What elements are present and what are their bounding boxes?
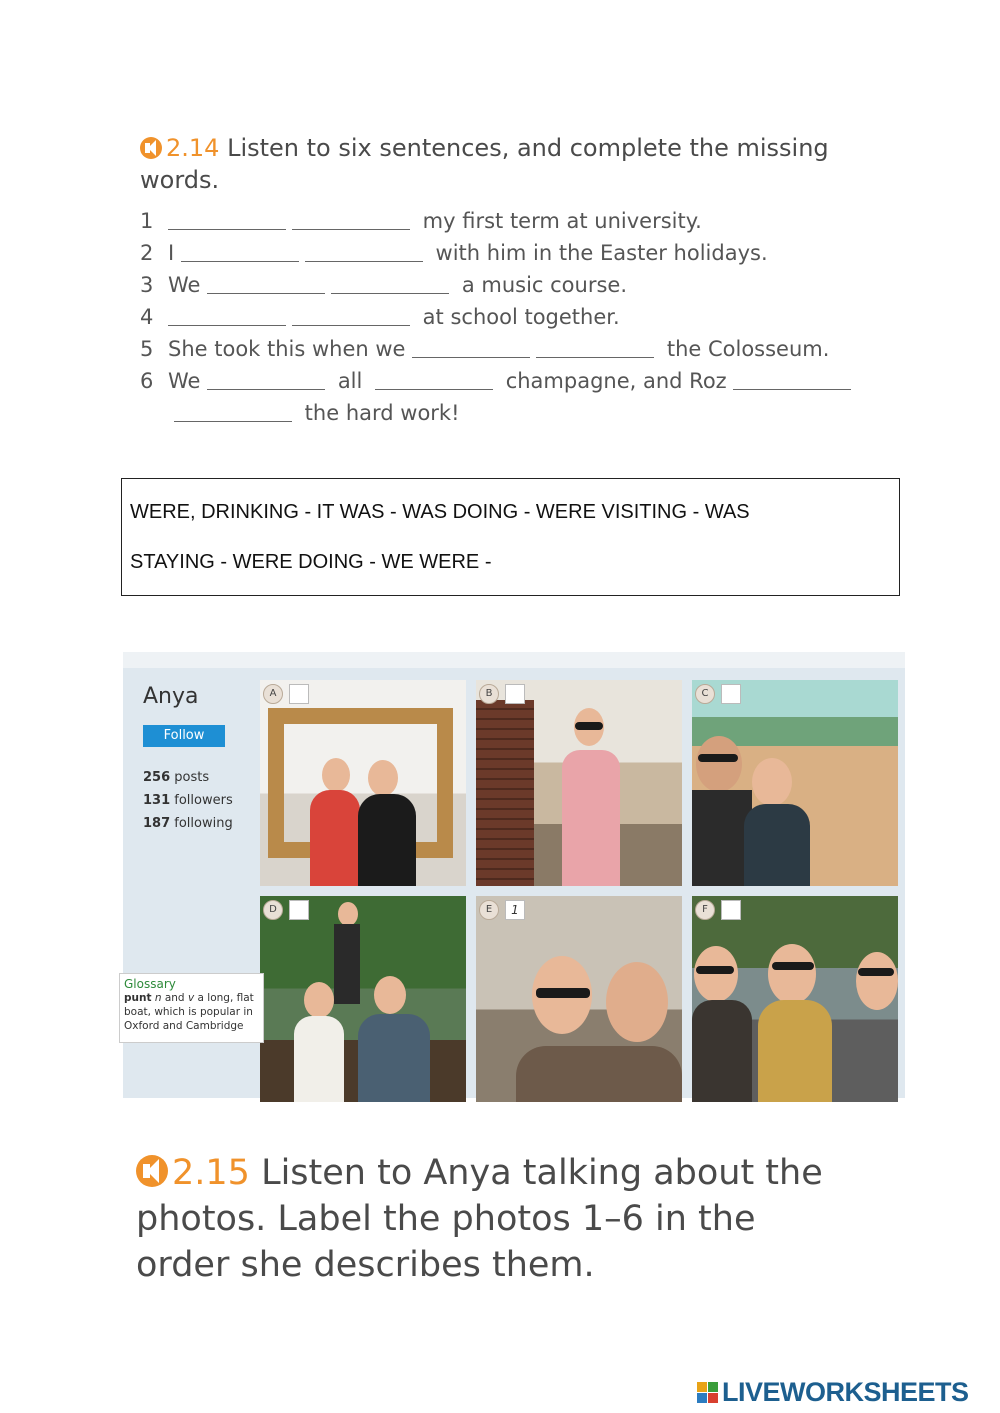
sentence-3	[140, 269, 880, 301]
photo-answer-box[interactable]	[289, 684, 309, 704]
posts-count: 256	[143, 770, 171, 785]
black-top	[358, 794, 416, 886]
answer-blank[interactable]	[331, 271, 449, 294]
sentence-text: all	[331, 369, 370, 393]
glossary-term: punt	[124, 992, 152, 1004]
word-bank-line-1: WERE, DRINKING - IT WAS - WAS DOING - WERE VISITING - WAS	[130, 501, 750, 523]
person-face	[322, 758, 350, 792]
photo-label: C	[695, 684, 715, 704]
profile-name: Anya	[143, 684, 199, 709]
logo-grid-icon	[697, 1382, 719, 1404]
sentence-text: champagne, and Roz	[499, 369, 734, 393]
photo-answer-box[interactable]: 1	[505, 900, 525, 920]
sentence-text: my first term at university.	[416, 209, 702, 233]
glossary-title: Glossary	[124, 977, 176, 991]
sentence-text: at school together.	[416, 305, 620, 329]
sentence-6-continued	[140, 397, 880, 429]
sentence-6	[140, 365, 880, 397]
photo-f	[692, 896, 898, 1102]
audio-speaker-icon[interactable]	[136, 1155, 168, 1187]
profile-stats	[143, 766, 233, 835]
followers-stat	[143, 789, 233, 812]
dark-coat	[692, 1000, 752, 1102]
sentence-text: We	[168, 273, 208, 297]
sentence-text: a music course.	[455, 273, 627, 297]
answer-blank[interactable]	[207, 367, 325, 390]
exercise-heading	[140, 132, 860, 196]
person-face	[338, 902, 358, 926]
answer-blank[interactable]	[168, 303, 286, 326]
photo-answer-box[interactable]	[721, 684, 741, 704]
answer-blank[interactable]	[292, 207, 410, 230]
photo-a	[260, 680, 466, 886]
followers-count: 131	[143, 793, 171, 808]
answer-blank[interactable]	[412, 335, 530, 358]
answer-blank[interactable]	[305, 239, 423, 262]
sunglasses	[575, 722, 603, 730]
glossary-pos2: v	[187, 992, 195, 1004]
teal-jacket	[744, 804, 810, 886]
word-bank-line-2: STAYING - WERE DOING - WE WERE -	[130, 551, 492, 573]
sentence-1	[140, 205, 880, 237]
person-face	[694, 946, 738, 1002]
word-bank	[121, 478, 900, 596]
sunglasses	[698, 754, 738, 762]
photo-label: F	[695, 900, 715, 920]
posts-stat	[143, 766, 233, 789]
answer-blank[interactable]	[174, 399, 292, 422]
photo-b	[476, 680, 682, 886]
scarf	[758, 1000, 832, 1102]
sunglasses	[536, 988, 590, 998]
glossary-box	[119, 973, 264, 1043]
person-face	[752, 758, 792, 806]
sentence-number: 2	[140, 241, 154, 265]
photo-label: A	[263, 684, 283, 704]
answer-blank[interactable]	[375, 367, 493, 390]
exercise-instruction: Listen to six sentences, and complete the missing words.	[140, 134, 829, 194]
answer-blank[interactable]	[168, 207, 286, 230]
photo-answer-box[interactable]	[289, 900, 309, 920]
following-stat	[143, 812, 233, 835]
sentence-number: 3	[140, 273, 154, 297]
logo-text: LIVEWORKSHEETS	[722, 1377, 969, 1407]
person-face	[696, 736, 742, 792]
sentence-text: We	[168, 369, 208, 393]
photo-answer-box[interactable]	[721, 900, 741, 920]
dark-jacket	[692, 790, 752, 886]
panel-top-strip	[123, 652, 905, 668]
person-face	[606, 962, 668, 1042]
sentence-text: with him in the Easter holidays.	[428, 241, 768, 265]
answer-blank[interactable]	[536, 335, 654, 358]
sunglasses	[858, 968, 894, 976]
white-top	[294, 1016, 344, 1102]
audio-speaker-icon[interactable]	[140, 137, 162, 159]
sunglasses	[696, 966, 734, 974]
photo-answer-box[interactable]	[505, 684, 525, 704]
exercise-number: 2.14	[166, 134, 220, 162]
glossary-pos: n	[154, 992, 162, 1004]
exercise-2-heading	[136, 1150, 856, 1288]
photo-e	[476, 896, 682, 1102]
sentence-number: 5	[140, 337, 154, 361]
answer-blank[interactable]	[181, 239, 299, 262]
sentence-number: 1	[140, 209, 154, 233]
person-face	[768, 944, 816, 1004]
photo-label: D	[263, 900, 283, 920]
person-face	[304, 982, 334, 1018]
brick-wall	[476, 700, 534, 886]
sentence-list	[140, 205, 880, 429]
photo-d	[260, 896, 466, 1102]
followers-label: followers	[174, 793, 233, 808]
sentence-4	[140, 301, 880, 333]
glossary-entry	[124, 991, 259, 1033]
answer-blank[interactable]	[207, 271, 325, 294]
person-face	[368, 760, 398, 796]
sentence-number: 6	[140, 369, 154, 393]
red-dress	[310, 790, 360, 886]
glossary-definition: a long, flat boat, which is popular in Oxford and Cambridge	[124, 992, 254, 1032]
photo-label: B	[479, 684, 499, 704]
posts-label: posts	[174, 770, 210, 785]
person-face	[856, 952, 898, 1010]
following-label: following	[174, 816, 233, 831]
following-count: 187	[143, 816, 171, 831]
person-face	[374, 976, 406, 1014]
sentence-5	[140, 333, 880, 365]
answer-blank[interactable]	[733, 367, 851, 390]
sentence-2	[140, 237, 880, 269]
sentence-number: 4	[140, 305, 154, 329]
photo-c	[692, 680, 898, 886]
blue-shirt	[358, 1014, 430, 1102]
photo-label: E	[479, 900, 499, 920]
glossary-and: and	[164, 992, 185, 1004]
sunglasses	[772, 962, 814, 970]
sentence-text: the Colosseum.	[660, 337, 830, 361]
clothing	[516, 1046, 682, 1102]
liveworksheets-logo	[697, 1377, 969, 1408]
sentence-text: She took this when we	[168, 337, 413, 361]
sentence-text: I	[168, 241, 181, 265]
sentence-text: the hard work!	[298, 401, 460, 425]
answer-blank[interactable]	[292, 303, 410, 326]
exercise-number: 2.15	[172, 1153, 250, 1193]
pink-top	[562, 750, 620, 886]
exercise-instruction: Listen to Anya talking about the photos. Label the photos 1–6 in the order she describes them.	[136, 1153, 823, 1285]
follow-button[interactable]: Follow	[143, 725, 225, 747]
standing-person	[334, 924, 360, 1004]
